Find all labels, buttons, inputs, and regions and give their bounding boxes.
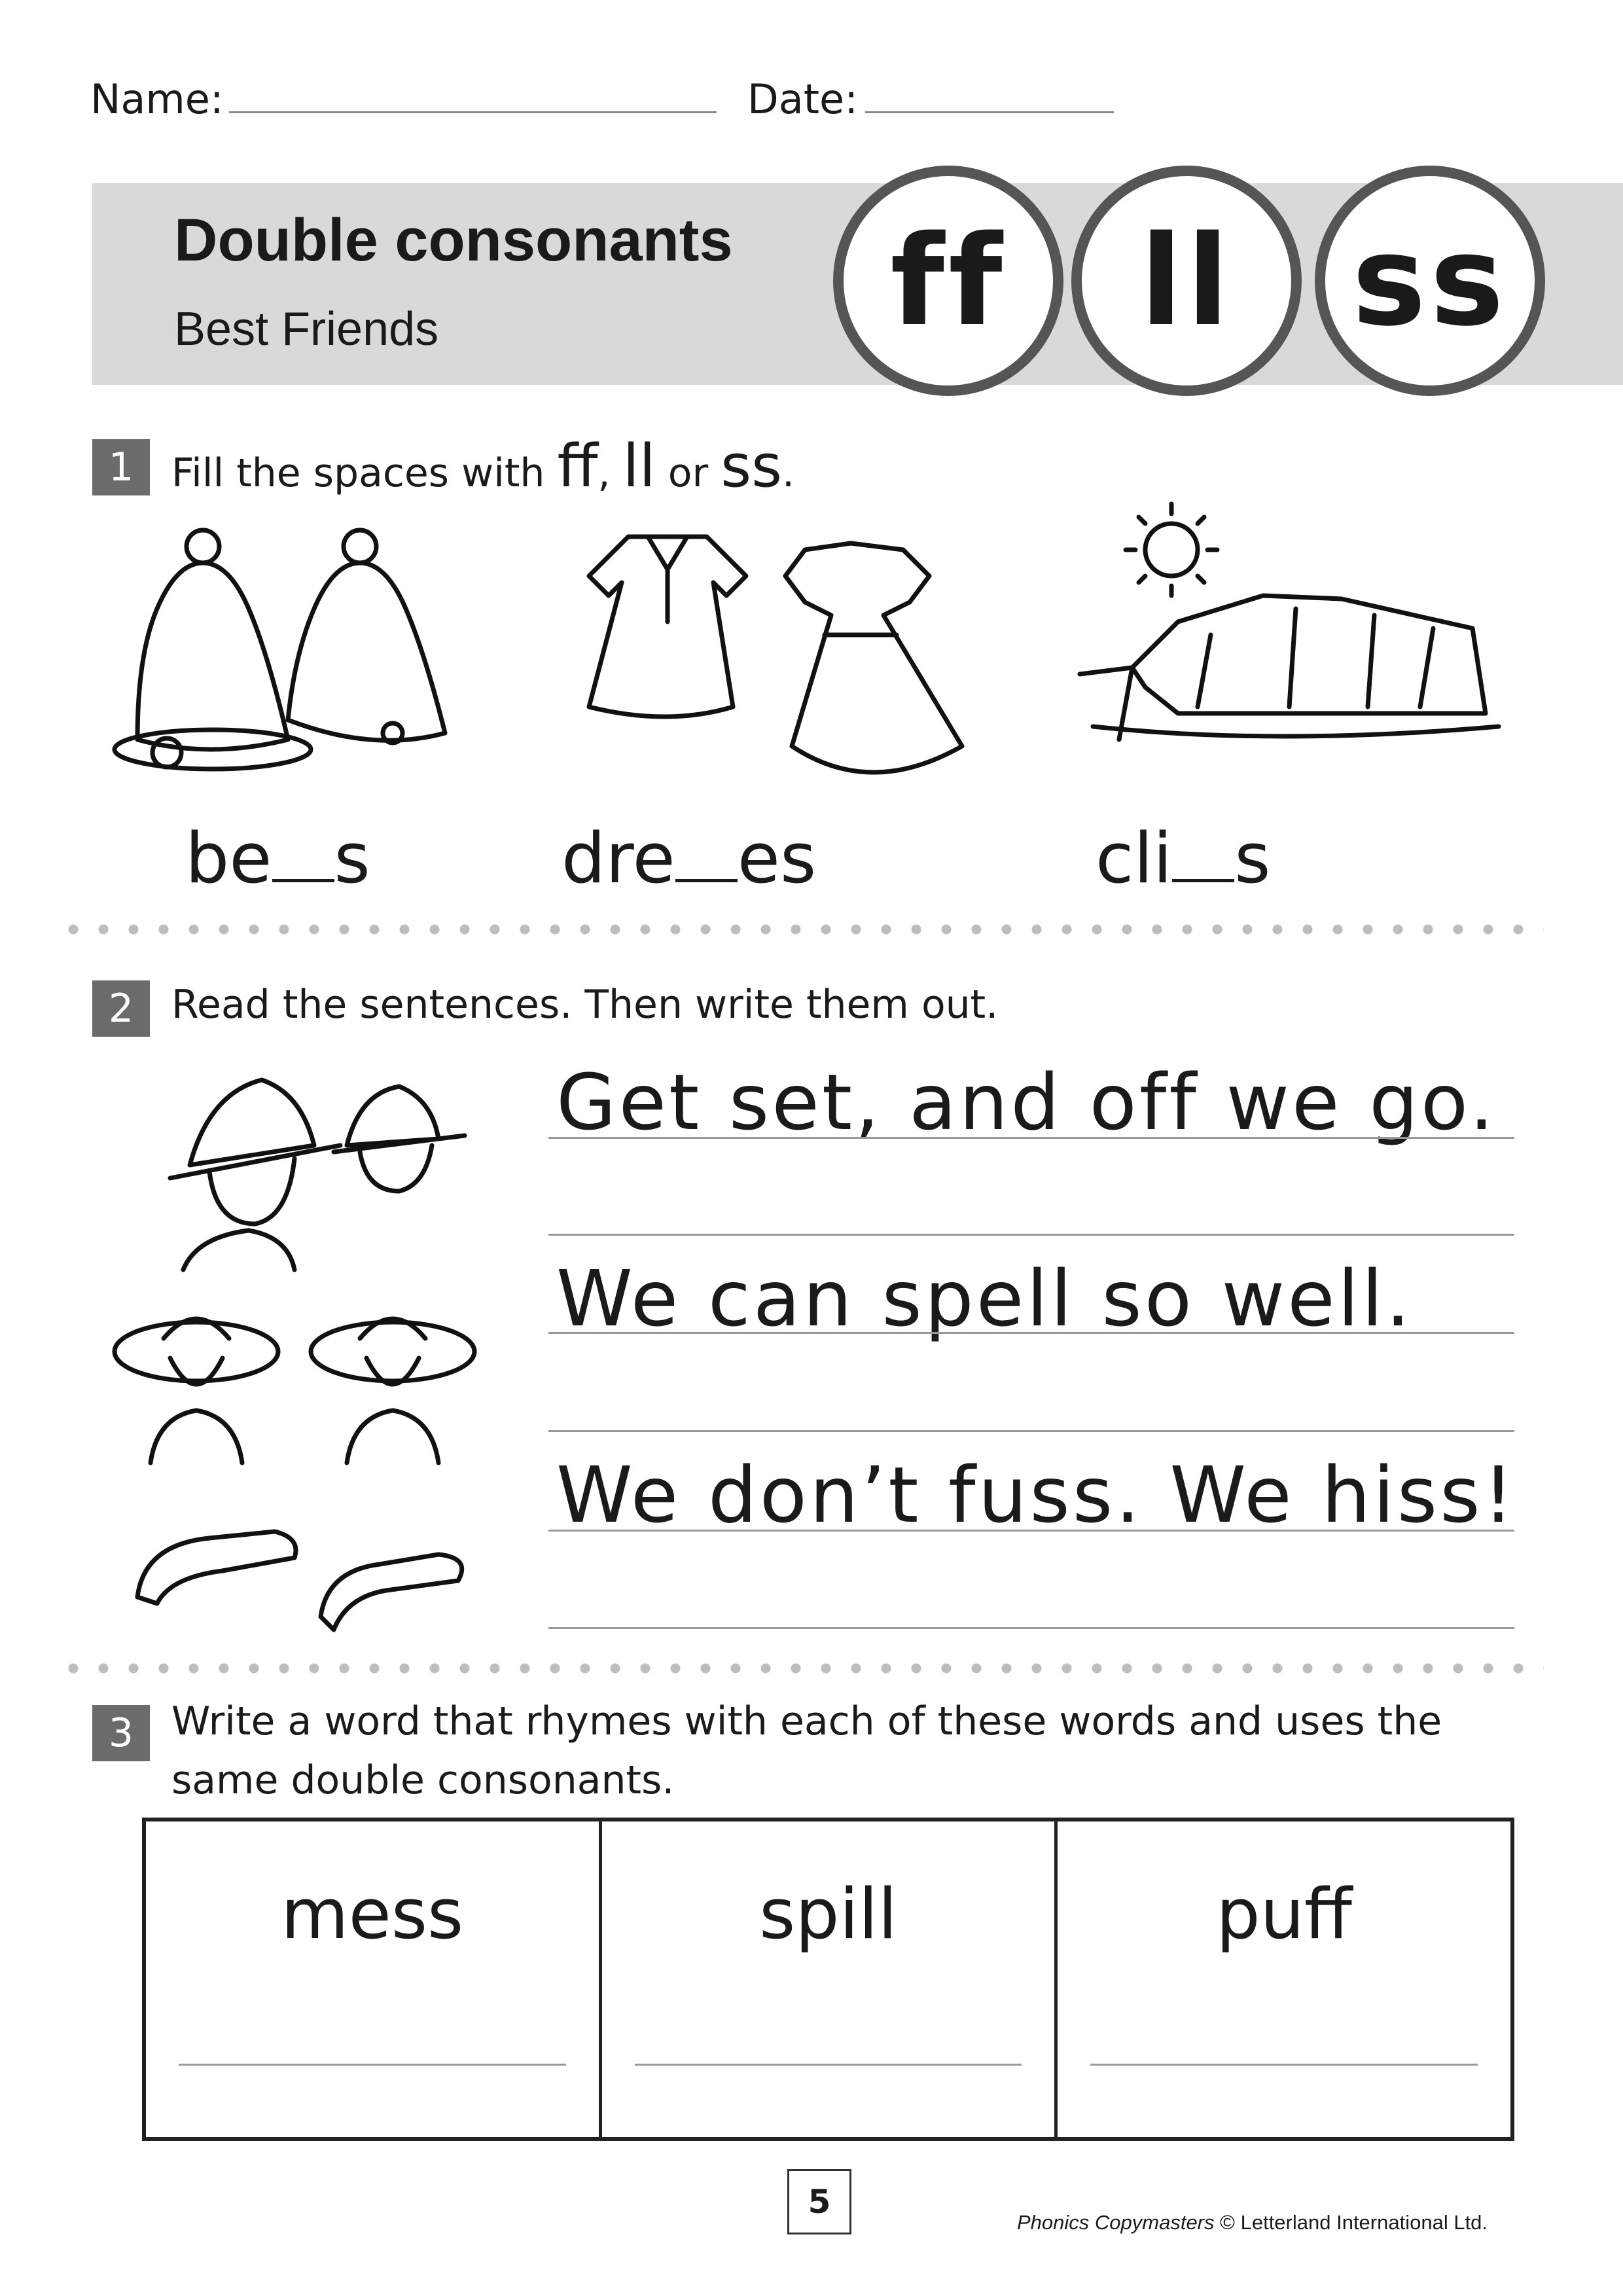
word-start: cli: [1096, 818, 1173, 899]
date-label: Date:: [747, 75, 859, 123]
snakes-picture: [131, 1518, 510, 1636]
guide-line: [548, 1137, 1514, 1139]
section1-instruction: [171, 432, 794, 501]
rhyme-word: puff: [1216, 1874, 1352, 1954]
fill-word-dresses: [562, 818, 816, 899]
letter-badge-ff: ff: [833, 166, 1063, 396]
dresses-picture: [576, 530, 995, 792]
name-field[interactable]: [229, 111, 717, 113]
section3-instruction: [171, 1692, 1442, 1810]
page-subtitle: Best Friends: [174, 303, 439, 355]
rhyme-table: [142, 1818, 1514, 2141]
fill-word-bells: [185, 818, 370, 899]
name-label: Name:: [90, 75, 224, 123]
fill-word-cliffs: [1096, 818, 1270, 899]
writing-line-1[interactable]: [548, 1234, 1514, 1236]
letter-badge-ll: ll: [1071, 166, 1302, 396]
rhyme-word: spill: [759, 1874, 897, 1954]
girls-picture: [111, 1299, 491, 1469]
instruction-text: Fill the spaces with: [171, 450, 545, 496]
option-ss: ss: [721, 432, 783, 501]
credit-text: © Letterland International Ltd.: [1220, 2211, 1488, 2234]
blank-field[interactable]: [675, 830, 738, 882]
rhyme-cell-puff: [1058, 1821, 1510, 2137]
word-end: s: [334, 818, 370, 899]
blank-field[interactable]: [272, 830, 334, 882]
dotted-divider: [58, 1663, 1544, 1674]
credit-title: Phonics Copymasters: [1017, 2211, 1215, 2234]
period: .: [782, 450, 795, 496]
instruction-line-1: Write a word that rhymes with each of these words and uses the: [171, 1698, 1442, 1744]
page-title: Double consonants: [174, 207, 733, 274]
bells-picture: [98, 524, 452, 785]
word-start: be: [185, 818, 272, 899]
guide-line: [548, 1332, 1514, 1334]
section2-instruction: Read the sentences. Then write them out.: [171, 982, 999, 1028]
rhyme-cell-spill: [602, 1821, 1058, 2137]
or-text: or: [668, 450, 709, 496]
sentence-1: Get set, and off we go.: [556, 1057, 1497, 1147]
rhyme-cell-mess: [146, 1821, 602, 2137]
separator: ,: [597, 450, 611, 496]
rhyme-word: mess: [281, 1874, 464, 1954]
word-end: s: [1234, 818, 1271, 899]
answer-line[interactable]: [1090, 2064, 1478, 2066]
option-ff: ff: [557, 432, 598, 501]
sentence-2: We can spell so well.: [556, 1253, 1413, 1344]
letter-badge-ss: ss: [1315, 166, 1545, 396]
guide-line: [548, 1530, 1514, 1532]
section-number-3: 3: [92, 1705, 150, 1761]
date-field[interactable]: [865, 111, 1114, 113]
firefighters-picture: [170, 1073, 471, 1270]
dotted-divider: [58, 924, 1544, 935]
cliffs-picture: [1080, 491, 1512, 766]
page-number: 5: [787, 2169, 851, 2234]
sentence-3: We don’t fuss. We hiss!: [556, 1450, 1517, 1540]
writing-line-2[interactable]: [548, 1430, 1514, 1432]
word-end: es: [737, 818, 817, 899]
answer-line[interactable]: [179, 2064, 566, 2066]
instruction-line-2: same double consonants.: [171, 1757, 675, 1803]
option-ll: ll: [622, 432, 656, 501]
section-number-2: 2: [92, 980, 150, 1037]
word-start: dre: [562, 818, 675, 899]
blank-field[interactable]: [1172, 830, 1234, 882]
writing-line-3[interactable]: [548, 1627, 1514, 1629]
answer-line[interactable]: [635, 2064, 1022, 2066]
section-number-1: 1: [92, 439, 150, 495]
footer-credit: [1017, 2211, 1488, 2234]
